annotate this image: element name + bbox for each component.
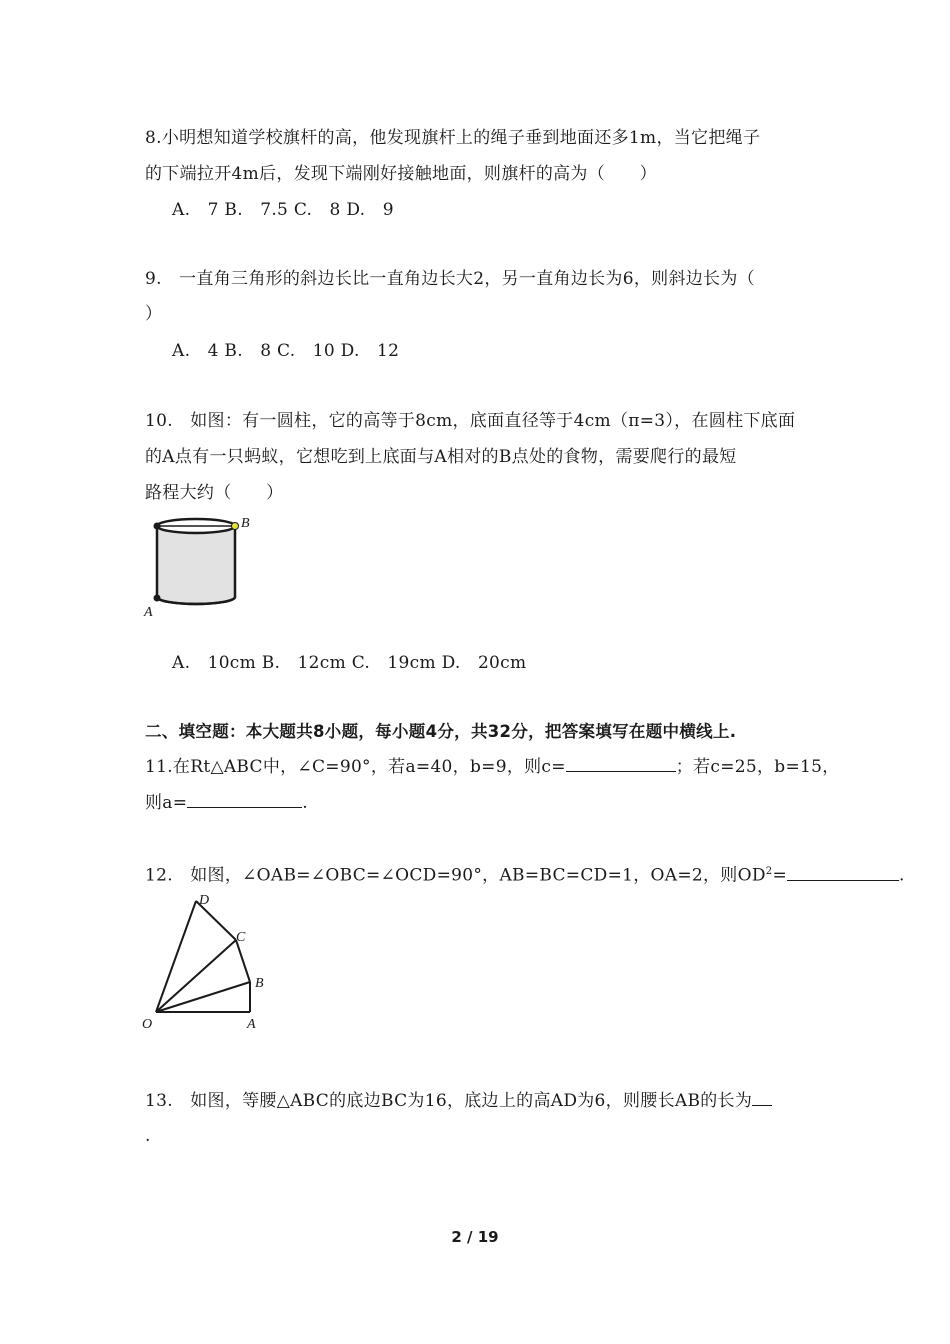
section-heading: 二、填空题：本大题共8小题，每小题4分，共32分，把答案填写在题中横线上.: [145, 722, 737, 741]
q11-line2: [145, 791, 308, 815]
q13-line1: [145, 1089, 772, 1113]
triangles-figure: [140, 888, 275, 1034]
label-a2: A: [247, 1017, 256, 1032]
q12-sup: 2: [765, 866, 773, 877]
label-c: C: [236, 930, 246, 945]
q12-blank[interactable]: [787, 864, 899, 881]
q11-blank-a[interactable]: [187, 791, 302, 808]
q12-text2: =: [772, 865, 787, 886]
q13-text1: 13. 如图，等腰△ABC的底边BC为16，底边上的高AD为6，则腰长AB的长为: [145, 1091, 753, 1111]
q11-text3: 则a=: [145, 793, 188, 813]
point-b: [232, 523, 239, 530]
q10-line3: 路程大约（ ）: [145, 483, 284, 503]
point-a: [154, 595, 161, 602]
q11-line1: [145, 755, 840, 779]
q9-options: A. 4 B. 8 C. 10 D. 12: [172, 341, 400, 361]
label-b: B: [241, 516, 250, 531]
q13-line2: .: [145, 1126, 151, 1146]
q11-blank-c[interactable]: [566, 755, 676, 772]
label-d: D: [199, 893, 210, 908]
cylinder-figure: [140, 512, 260, 620]
q10-line1: 10. 如图：有一圆柱，它的高等于8cm，底面直径等于4cm（π=3），在圆柱下底面: [145, 411, 796, 431]
label-b2: B: [255, 976, 264, 991]
page-number: 2 / 19: [451, 1228, 499, 1246]
q10-line2: 的A点有一只蚂蚁，它想吃到上底面与A相对的B点处的食物，需要爬行的最短: [145, 447, 737, 467]
q9-line2: ）: [145, 304, 163, 324]
q8-line1: 8.小明想知道学校旗杆的高，他发现旗杆上的绳子垂到地面还多1m，当它把绳子: [145, 128, 761, 148]
q8-options: A. 7 B. 7.5 C. 8 D. 9: [172, 200, 394, 220]
q9-line1: 9. 一直角三角形的斜边长比一直角边长大2，另一直角边长为6，则斜边长为（: [145, 269, 755, 289]
q8-line2: 的下端拉开4m后，发现下端刚好接触地面，则旗杆的高为（ ）: [145, 164, 657, 184]
q11-text1: 11.在Rt△ABC中，∠C=90°，若a=40，b=9，则c=: [145, 757, 566, 777]
label-o: O: [142, 1017, 153, 1032]
q13-blank[interactable]: [752, 1089, 772, 1106]
q11-text4: .: [302, 793, 308, 813]
q12-text1: 12. 如图，∠OAB=∠OBC=∠OCD=90°，AB=BC=CD=1，OA=2，则OD: [145, 865, 766, 886]
q12-text3: .: [899, 865, 905, 886]
q12-line1: [145, 860, 905, 888]
point-top-left: [154, 523, 161, 530]
q10-options: A. 10cm B. 12cm C. 19cm D. 20cm: [172, 653, 527, 673]
label-a: A: [144, 605, 153, 620]
q11-text2: ；若c=25，b=15，: [675, 757, 840, 777]
